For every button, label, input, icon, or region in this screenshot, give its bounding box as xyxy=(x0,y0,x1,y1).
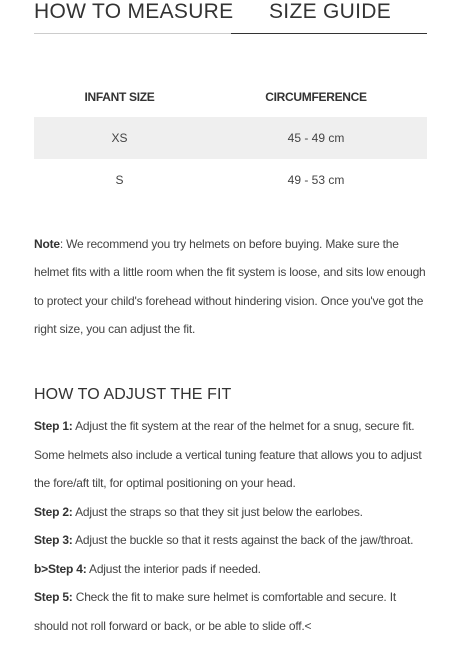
step-text: Adjust the straps so that they sit just below the earlobes. xyxy=(72,504,363,519)
step-item xyxy=(34,583,430,640)
circumference-cell: 49 - 53 cm xyxy=(287,173,345,187)
step-label: Step 1: xyxy=(34,419,73,433)
table-header-row xyxy=(34,77,427,117)
step-label: Step 5: xyxy=(34,590,73,604)
size-table xyxy=(34,77,427,201)
size-cell: XS xyxy=(111,131,128,145)
step-text: Adjust the buckle so that it rests against the back of the jaw/throat. xyxy=(72,533,414,547)
adjust-steps xyxy=(34,412,430,640)
step-label: Step 2: xyxy=(34,504,73,519)
step-item xyxy=(34,498,430,527)
step-text: Adjust the interior pads if needed. xyxy=(86,561,261,576)
column-header-circumference: CIRCUMFERENCE xyxy=(265,90,367,104)
note-label: Note xyxy=(34,237,60,251)
note-text: : We recommend you try helmets on before buying. Make sure the helmet fits with a little room when the fit system is loose, and sits low enough to protect your child's forehead without hindering vision. Once you've got the right size, you can adjust the fit. xyxy=(34,237,426,336)
tab-bar xyxy=(34,0,427,34)
tab-size-guide[interactable] xyxy=(231,0,427,34)
step-item xyxy=(34,555,430,584)
size-cell: S xyxy=(115,173,124,187)
adjust-fit-heading: HOW TO ADJUST THE FIT xyxy=(34,386,232,403)
note-paragraph xyxy=(34,230,430,343)
tab-how-to-measure[interactable]: HOW TO MEASURE xyxy=(34,0,231,34)
step-item xyxy=(34,526,430,555)
step-label: b>Step 4: xyxy=(34,561,87,576)
step-text: Adjust the fit system at the rear of the helmet for a snug, secure fit. Some helmets also include a vertical tuning feature that allows you to adjust the fore/aft tilt, for optimal positioning on your head. xyxy=(34,419,422,490)
circumference-cell: 45 - 49 cm xyxy=(287,131,345,145)
table-row xyxy=(34,159,427,201)
step-item xyxy=(34,412,430,498)
step-label: Step 3: xyxy=(34,533,73,547)
table-row xyxy=(34,117,427,159)
tab-size-guide-label: SIZE GUIDE xyxy=(269,0,392,23)
step-text: Check the fit to make sure helmet is comfortable and secure. It should not roll forward or back, or be able to slide off.< xyxy=(34,590,396,633)
column-header-infant-size: INFANT SIZE xyxy=(84,90,155,104)
